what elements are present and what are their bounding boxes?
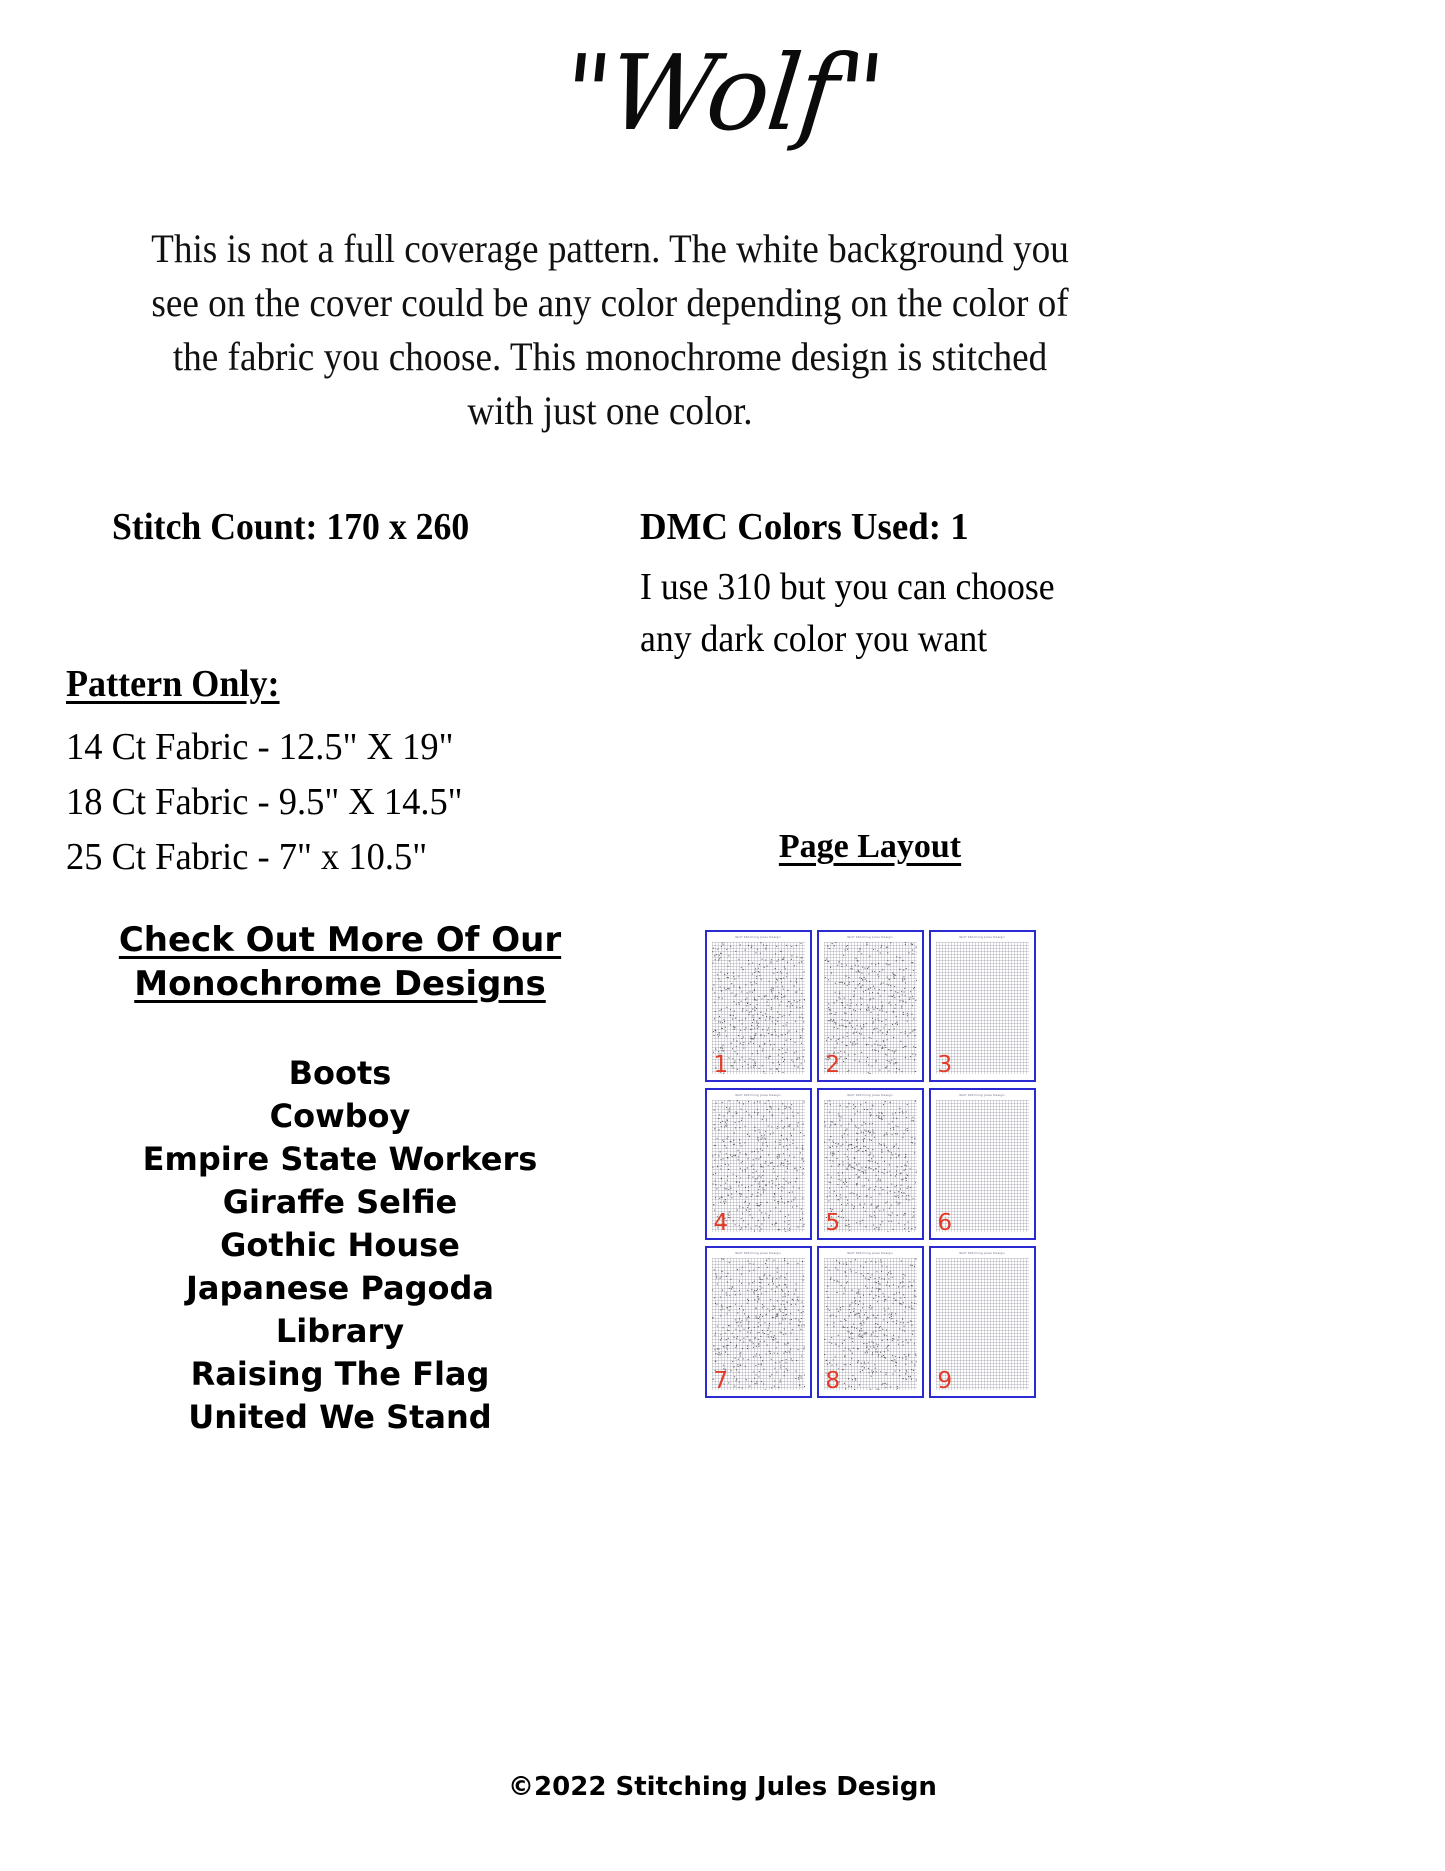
list-item: Empire State Workers bbox=[142, 1140, 538, 1178]
page-thumbnail-2 bbox=[817, 930, 924, 1082]
page-number-label: 5 bbox=[825, 1210, 841, 1236]
page-layout-heading: Page Layout bbox=[778, 828, 962, 865]
page-thumbnail-7 bbox=[705, 1246, 812, 1398]
more-designs-heading-line-1: Check Out More Of Our bbox=[118, 920, 562, 960]
pattern-only-heading: Pattern Only: bbox=[66, 663, 280, 705]
page-number-label: 2 bbox=[825, 1052, 841, 1078]
page-number-label: 3 bbox=[937, 1052, 953, 1078]
thumbnail-caption: Wolf Stitching Jules Design bbox=[959, 1093, 1005, 1097]
stitch-count-heading: Stitch Count: 170 x 260 bbox=[112, 506, 470, 548]
list-item: United We Stand bbox=[188, 1398, 492, 1436]
dmc-note-line-2: any dark color you want bbox=[640, 618, 988, 660]
page-thumbnail-3 bbox=[929, 930, 1036, 1082]
page-number-label: 6 bbox=[937, 1210, 953, 1236]
more-designs-heading-line-2: Monochrome Designs bbox=[134, 964, 546, 1004]
list-item: Boots bbox=[288, 1054, 392, 1092]
intro-paragraph: This is not a full coverage pattern. The white background you see on the cover could be any color depending on the color of the fabric you choose. This monochrome design is stitched with just one color. bbox=[151, 226, 1069, 433]
page-layout-block bbox=[660, 828, 1080, 1398]
list-item: Giraffe Selfie bbox=[222, 1183, 458, 1221]
designs-list bbox=[60, 1052, 620, 1439]
pattern-only-block bbox=[66, 662, 586, 885]
page-layout-grid bbox=[660, 930, 1080, 1398]
thumbnail-caption: Wolf Stitching Jules Design bbox=[735, 1251, 781, 1255]
thumbnail-caption: Wolf Stitching Jules Design bbox=[735, 935, 781, 939]
thumbnail-caption: Wolf Stitching Jules Design bbox=[959, 935, 1005, 939]
thumbnail-caption: Wolf Stitching Jules Design bbox=[735, 1093, 781, 1097]
more-designs-block bbox=[60, 918, 620, 1439]
page-thumbnail-8 bbox=[817, 1246, 924, 1398]
fabric-size-line: 18 Ct Fabric - 9.5" X 14.5" bbox=[66, 781, 463, 823]
thumbnail-caption: Wolf Stitching Jules Design bbox=[847, 1251, 893, 1255]
dmc-colors-heading: DMC Colors Used: 1 bbox=[640, 506, 969, 548]
dmc-colors-block bbox=[640, 505, 1110, 665]
copyright-footer: ©2022 Stitching Jules Design bbox=[508, 1772, 937, 1802]
page-thumbnail-1 bbox=[705, 930, 812, 1082]
page-thumbnail-9 bbox=[929, 1246, 1036, 1398]
list-item: Library bbox=[275, 1312, 405, 1350]
list-item: Cowboy bbox=[269, 1097, 411, 1135]
thumbnail-caption: Wolf Stitching Jules Design bbox=[847, 935, 893, 939]
page-title: "Wolf" bbox=[557, 32, 888, 154]
page-number-label: 4 bbox=[713, 1210, 729, 1236]
list-item: Japanese Pagoda bbox=[186, 1269, 494, 1307]
page-thumbnail-5 bbox=[817, 1088, 924, 1240]
page-number-label: 9 bbox=[937, 1368, 953, 1394]
list-item: Gothic House bbox=[220, 1226, 460, 1264]
page-number-label: 8 bbox=[825, 1368, 841, 1394]
list-item: Raising The Flag bbox=[190, 1355, 490, 1393]
thumbnail-caption: Wolf Stitching Jules Design bbox=[847, 1093, 893, 1097]
fabric-size-line: 25 Ct Fabric - 7" x 10.5" bbox=[66, 836, 428, 878]
thumbnail-caption: Wolf Stitching Jules Design bbox=[959, 1251, 1005, 1255]
page-thumbnail-4 bbox=[705, 1088, 812, 1240]
fabric-size-line: 14 Ct Fabric - 12.5" X 19" bbox=[66, 726, 454, 768]
page-number-label: 1 bbox=[713, 1052, 729, 1078]
dmc-note-line-1: I use 310 but you can choose bbox=[640, 566, 1055, 608]
page-thumbnail-6 bbox=[929, 1088, 1036, 1240]
page-number-label: 7 bbox=[713, 1368, 729, 1394]
